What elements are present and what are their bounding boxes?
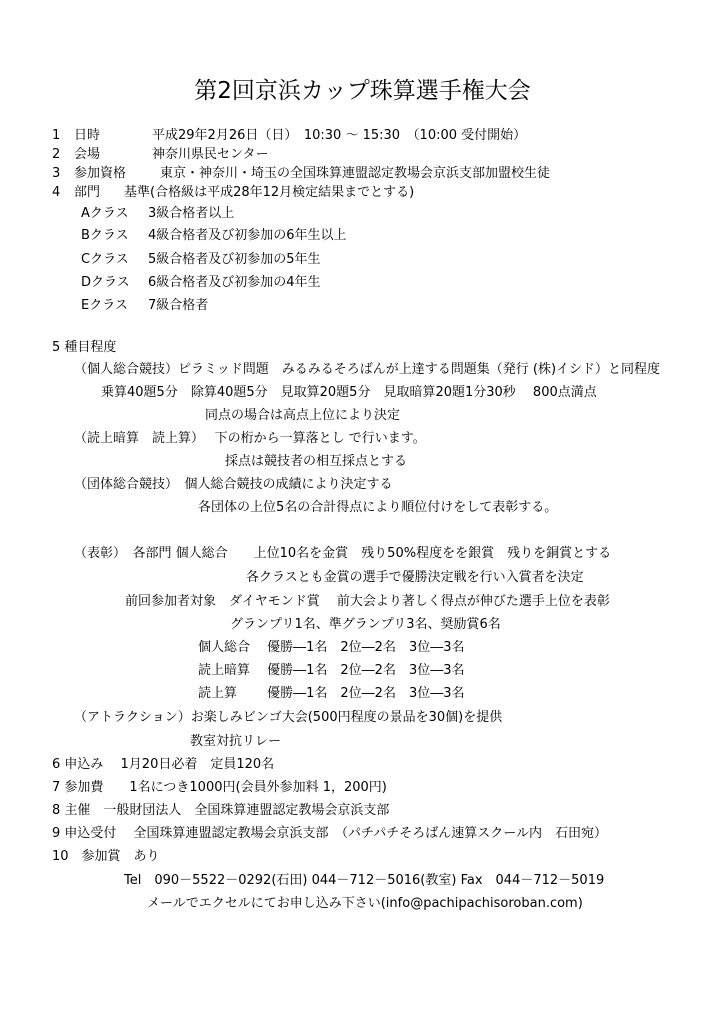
individual-event-line: （個人総合競技）ピラミッド問題 みるみるそろばんが上達する問題集（発行 (株)イシド）と同程度 [74, 362, 661, 377]
class-e-desc: 7級合格者 [148, 298, 209, 313]
item-2-value: 神奈川県民センター [152, 147, 269, 162]
class-a-desc: 3級合格者以上 [148, 206, 235, 221]
awards-line-2: 各クラスとも金賞の選手で優勝決定戦を行い入賞者を決定 [246, 570, 584, 585]
reading-event-line: （読上暗算 読上算） 下の桁から一算落とし で行います。 [74, 431, 426, 446]
item-4-label: 部門 [74, 185, 101, 200]
item-1-number: 1 [52, 128, 61, 143]
class-e-name: Eクラス [81, 298, 128, 313]
individual-event-detail: 乗算40題5分 除算40題5分 見取算20題5分 見取暗算20題1分30秒 800点満点 [101, 385, 597, 400]
item-1-label: 日時 [74, 128, 101, 143]
item-3-value: 東京・神奈川・埼玉の全国珠算連盟認定教場会京浜支部加盟校生徒 [160, 166, 551, 181]
relay-line: 教室対抗リレー [190, 734, 282, 749]
item-4-value: 基準(合格級は平成28年12月検定結果までとする) [124, 185, 415, 200]
reception-line: 9 申込受付 全国珠算連盟認定教場会京浜支部 （パチパチそろばん速算スクール内 石田宛） [52, 826, 607, 841]
item-3-label: 参加資格 [74, 166, 127, 181]
page-title: 第2回京浜カップ珠算選手権大会 [194, 78, 531, 104]
awards-line-5: 個人総合 優勝―1名 2位―2名 3位―3名 [198, 640, 465, 655]
reading-scoring-rule: 採点は競技者の相互採点とする [225, 454, 408, 469]
class-b-desc: 4級合格者及び初参加の6年生以上 [148, 228, 347, 243]
email-note-line[interactable]: メールでエクセルにてお申し込み下さい(info@pachipachisoroban.com) [147, 896, 583, 911]
awards-line-7: 読上算 優勝―1名 2位―2名 3位―3名 [198, 686, 465, 701]
team-event-detail: 各団体の上位5名の合計得点により順位付けをして表彰する。 [198, 500, 558, 515]
fee-line: 7 参加費 1名につき1000円(会員外参加料 1，200円) [52, 780, 387, 795]
class-d-name: Dクラス [81, 275, 130, 290]
class-b-name: Bクラス [81, 228, 129, 243]
class-c-desc: 5級合格者及び初参加の5年生 [148, 252, 321, 267]
contact-line: Tel 090－5522－0292(石田) 044－712－5016(教室) Fax 044－712－5019 [124, 873, 605, 888]
awards-line-4: グランプリ1名、準グランプリ3名、奨励賞6名 [230, 617, 501, 632]
class-a-name: Aクラス [81, 206, 129, 221]
awards-line-3: 前回参加者対象 ダイヤモンド賞 前大会より著しく得点が伸びた選手上位を表彰 [125, 594, 610, 609]
class-d-desc: 6級合格者及び初参加の4年生 [148, 275, 321, 290]
host-line: 8 主催 一般財団法人 全国珠算連盟認定教場会京浜支部 [52, 803, 390, 818]
item-3-number: 3 [52, 166, 61, 181]
class-c-name: Cクラス [81, 252, 129, 267]
item-1-value: 平成29年2月26日（日） 10:30 ～ 15:30 （10:00 受付開始） [152, 128, 527, 143]
prize-line: 10 参加賞 あり [52, 849, 160, 864]
item-4-number: 4 [52, 185, 61, 200]
attraction-line: （アトラクション）お楽しみビンゴ大会(500円程度の景品を30個)を提供 [74, 710, 503, 725]
awards-line-6: 読上暗算 優勝―1名 2位―2名 3位―3名 [198, 663, 465, 678]
apply-line: 6 申込み 1月20日必着 定員120名 [52, 757, 275, 772]
events-heading: 5 種目程度 [52, 340, 117, 355]
individual-tie-rule: 同点の場合は高点上位により決定 [205, 408, 401, 423]
awards-line-1: （表彰） 各部門 個人総合 上位10名を金賞 残り50%程度をを銀賞 残りを銅賞とする [74, 546, 612, 561]
item-2-label: 会場 [74, 147, 101, 162]
team-event-line: （団体総合競技） 個人総合競技の成績により決定する [74, 477, 393, 492]
item-2-number: 2 [52, 147, 61, 162]
